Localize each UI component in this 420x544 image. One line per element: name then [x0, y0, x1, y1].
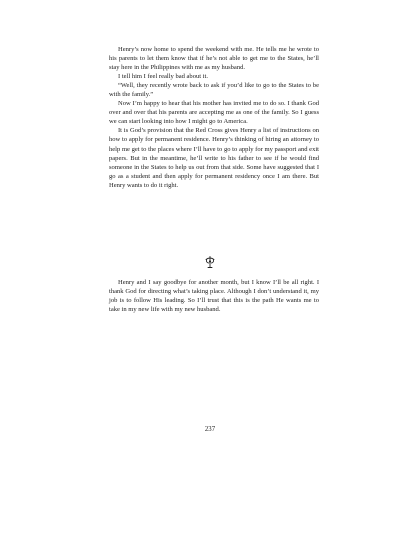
- body-text-before-break: [109, 45, 319, 190]
- paragraph: It is God’s provision that the Red Cross gives Henry a list of instructions on how to apply for permanent residence. Henry’s thinking of hiring an attorney to help me get to the places where I’ll have to go to apply for my passport and exit papers. But in the meantime, he’ll write to his father to see if he would find someone in the States to help us out from that side. Some have suggested that I go as a student and then apply for permanent residency once I am there. But Henry wants to do it right.: [109, 127, 319, 189]
- paragraph: Henry’s now home to spend the weekend with me. He tells me he wrote to his parents to let them know that if he’s not able to get me to the States, he’ll stay here in the Philippines with me as my husband.: [109, 46, 319, 72]
- paragraph: Now I’m happy to hear that his mother has invited me to do so. I thank God over and over that his parents are accepting me as one of the family. So I guess we can start looking into how I might go to America.: [109, 100, 319, 126]
- body-text-after-break: [109, 278, 319, 314]
- paragraph: Henry and I say goodbye for another month, but I know I’ll be all right. I thank God for directing what’s taking place. Although I don’t understand it, my job is to follow His leading. So I’ll trust that this is the path He wants me to take in my new life with my new husband.: [109, 279, 319, 314]
- paragraph: I tell him I feel really bad about it.: [118, 73, 208, 81]
- fleuron-ornament-icon: [203, 255, 217, 269]
- paragraph: “Well, they recently wrote back to ask if you’d like to go to the States to be with the family.”: [109, 82, 319, 99]
- page-number: 237: [204, 426, 216, 433]
